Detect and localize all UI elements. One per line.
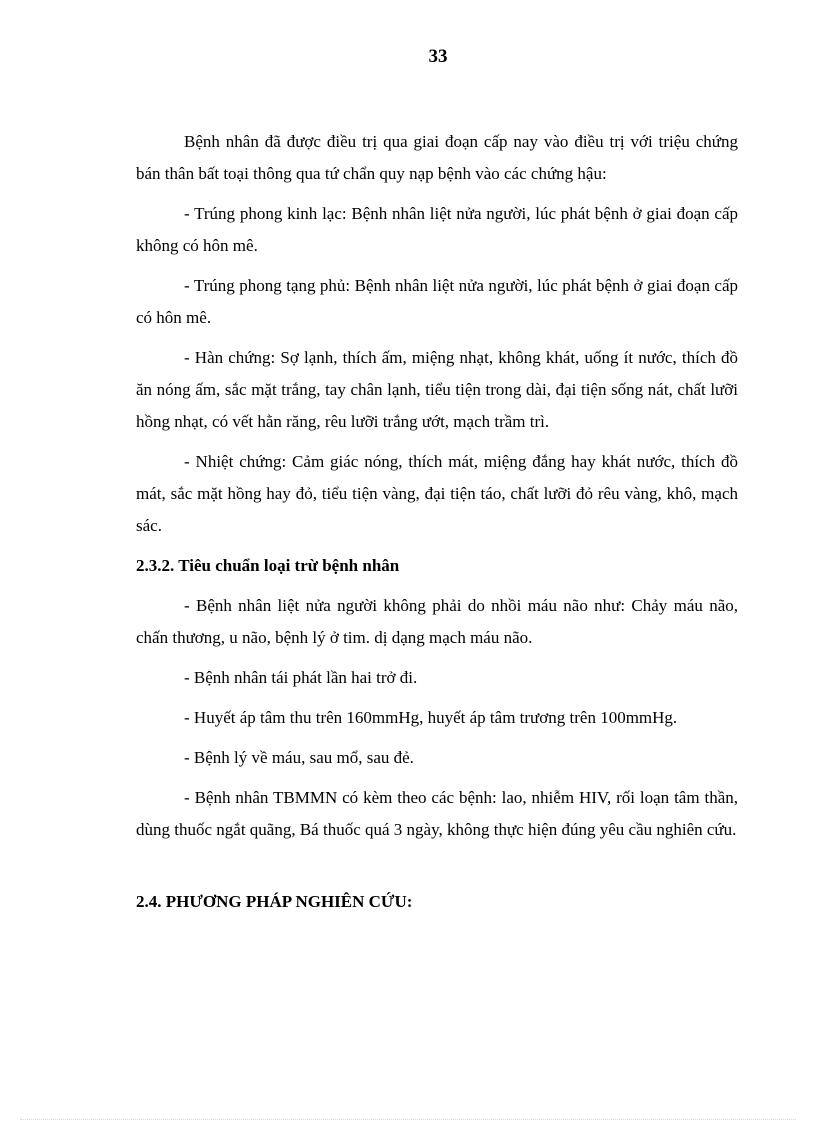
paragraph-nhiet-chung: - Nhiệt chứng: Cảm giác nóng, thích mát, miệng đắng hay khát nước, thích đồ mát, sắc mặt hồng hay đỏ, tiểu tiện vàng, đại tiện táo, chất lưỡi đỏ rêu vàng, khô, mạch sác.	[136, 452, 738, 535]
section-heading-research-methods: 2.4. PHƯƠNG PHÁP NGHIÊN CỨU:	[136, 892, 413, 911]
paragraph-exclusion-recurrence: - Bệnh nhân tái phát lần hai trở đi.	[184, 668, 418, 687]
paragraph-exclusion-comorbidities: - Bệnh nhân TBMMN có kèm theo các bệnh: lao, nhiễm HIV, rối loạn tâm thần, dùng thuốc ngắt quãng, Bá thuốc quá 3 ngày, không thực hiện đúng yêu cầu nghiên cứu.	[136, 788, 738, 839]
paragraph-exclusion-blood-pressure: - Huyết áp tâm thu trên 160mmHg, huyết áp tâm trương trên 100mmHg.	[184, 708, 678, 727]
paragraph-exclusion-blood-disorders: - Bệnh lý về máu, sau mổ, sau đẻ.	[184, 748, 414, 767]
paragraph-intro: Bệnh nhân đã được điều trị qua giai đoạn cấp nay vào điều trị với triệu chứng bán thân bất toại thông qua tứ chẩn quy nạp bệnh vào các chứng hậu:	[136, 132, 738, 183]
paragraph-trung-phong-tang-phu: - Trúng phong tạng phủ: Bệnh nhân liệt nửa người, lúc phát bệnh ở giai đoạn cấp có hôn mê.	[136, 276, 738, 327]
document-body	[136, 126, 738, 926]
page-number: 33	[428, 46, 448, 67]
section-heading-exclusion-criteria: 2.3.2. Tiêu chuẩn loại trừ bệnh nhân	[136, 556, 400, 575]
paragraph-han-chung: - Hàn chứng: Sợ lạnh, thích ấm, miệng nhạt, không khát, uống ít nước, thích đồ ăn nóng ấm, sắc mặt trắng, tay chân lạnh, tiểu tiện trong dài, đại tiện sống nát, chất lưỡi hồng nhạt, có vết hằn răng, rêu lưỡi trắng ướt, mạch trầm trì.	[136, 348, 738, 431]
paragraph-trung-phong-kinh-lac: - Trúng phong kinh lạc: Bệnh nhân liệt nửa người, lúc phát bệnh ở giai đoạn cấp không có hôn mê.	[136, 204, 738, 255]
page-bottom-divider	[20, 1119, 796, 1120]
paragraph-exclusion-non-infarction: - Bệnh nhân liệt nửa người không phải do nhồi máu não như: Chảy máu não, chấn thương, u não, bệnh lý ở tim. dị dạng mạch máu não.	[136, 596, 738, 647]
